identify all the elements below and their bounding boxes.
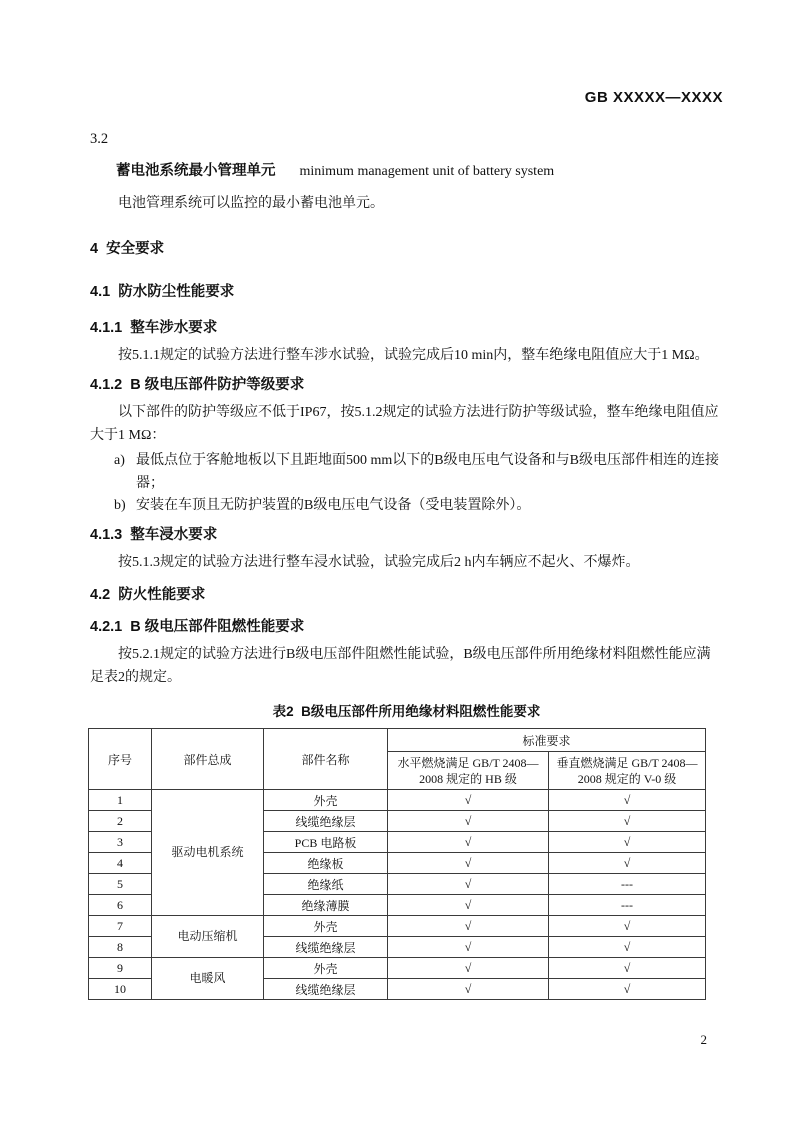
cell-v0: √ xyxy=(549,832,706,853)
table-row xyxy=(89,958,706,979)
cell-part: 外壳 xyxy=(264,790,388,811)
col-header-vertical-burn: 垂直燃烧满足 GB/T 2408—2008 规定的 V-0 级 xyxy=(549,752,706,790)
cell-hb: √ xyxy=(388,979,549,1000)
cell-part: 绝缘板 xyxy=(264,853,388,874)
heading-4-1-2: 4.1.2 B 级电压部件防护等级要求 xyxy=(90,377,305,393)
paragraph-4-1-1: 按5.1.1规定的试验方法进行整车涉水试验，试验完成后10 min内，整车绝缘电阻值应大于1 MΩ。 xyxy=(118,347,709,363)
table-row xyxy=(89,916,706,937)
cell-hb: √ xyxy=(388,874,549,895)
cell-part: 线缆绝缘层 xyxy=(264,979,388,1000)
cell-assembly: 电暖风 xyxy=(152,958,264,1000)
cell-no: 9 xyxy=(89,958,152,979)
paragraph-4-1-2: 以下部件的防护等级应不低于IP67，按5.1.2规定的试验方法进行防护等级试验，整车绝缘电阻值应大于1 MΩ： xyxy=(90,405,719,443)
col-header-part: 部件名称 xyxy=(264,729,388,790)
term-definition-line xyxy=(116,160,723,183)
table-2-title: 表2 B级电压部件所用绝缘材料阻燃性能要求 xyxy=(272,704,541,719)
list-item-a-text: 最低点位于客舱地板以下且距地面500 mm以下的B级电压电气设备和与B级电压部件相连的连接器； xyxy=(136,453,719,491)
cell-no: 3 xyxy=(89,832,152,853)
cell-hb: √ xyxy=(388,811,549,832)
section-number-3-2: 3.2 xyxy=(90,131,109,147)
list-item-a-label: a) xyxy=(114,453,125,468)
cell-no: 2 xyxy=(89,811,152,832)
col-header-assembly: 部件总成 xyxy=(152,729,264,790)
cell-no: 4 xyxy=(89,853,152,874)
cell-no: 1 xyxy=(89,790,152,811)
cell-hb: √ xyxy=(388,832,549,853)
list-item-a xyxy=(114,450,723,495)
cell-hb: √ xyxy=(388,790,549,811)
list-item-b-label: b) xyxy=(114,498,126,513)
col-header-no: 序号 xyxy=(89,729,152,790)
cell-hb: √ xyxy=(388,916,549,937)
cell-part: 外壳 xyxy=(264,916,388,937)
cell-v0: √ xyxy=(549,958,706,979)
cell-no: 7 xyxy=(89,916,152,937)
list-item-b-text: 安装在车顶且无防护装置的B级电压电气设备（受电装置除外）。 xyxy=(136,498,531,513)
doc-code-header: GB XXXXX—XXXX xyxy=(584,89,723,106)
term-english: minimum management unit of battery system xyxy=(299,164,555,179)
cell-v0: √ xyxy=(549,790,706,811)
cell-part: 外壳 xyxy=(264,958,388,979)
cell-v0: √ xyxy=(549,916,706,937)
flammability-requirements-table xyxy=(88,728,706,1000)
cell-v0: --- xyxy=(549,874,706,895)
cell-hb: √ xyxy=(388,853,549,874)
list-item-b xyxy=(114,495,723,518)
heading-4-1-1: 4.1.1 整车涉水要求 xyxy=(90,319,218,336)
paragraph-4-1-3: 按5.1.3规定的试验方法进行整车浸水试验，试验完成后2 h内车辆应不起火、不爆炸。 xyxy=(118,554,640,570)
cell-assembly: 驱动电机系统 xyxy=(152,790,264,916)
paragraph-4-2-1: 按5.2.1规定的试验方法进行B级电压部件阻燃性能试验，B级电压部件所用绝缘材料阻燃性能应满足表2的规定。 xyxy=(90,647,711,685)
cell-hb: √ xyxy=(388,895,549,916)
cell-part: 线缆绝缘层 xyxy=(264,811,388,832)
cell-part: 线缆绝缘层 xyxy=(264,937,388,958)
cell-part: 绝缘纸 xyxy=(264,874,388,895)
col-header-requirement: 标准要求 xyxy=(388,729,706,752)
cell-v0: √ xyxy=(549,853,706,874)
cell-v0: √ xyxy=(549,937,706,958)
cell-part: 绝缘薄膜 xyxy=(264,895,388,916)
heading-4-1-3: 4.1.3 整车浸水要求 xyxy=(90,526,218,543)
term-definition-text: 电池管理系统可以监控的最小蓄电池单元。 xyxy=(118,196,384,211)
cell-hb: √ xyxy=(388,958,549,979)
cell-v0: √ xyxy=(549,979,706,1000)
cell-no: 6 xyxy=(89,895,152,916)
page-number: 2 xyxy=(700,1032,707,1047)
col-header-horizontal-burn: 水平燃烧满足 GB/T 2408—2008 规定的 HB 级 xyxy=(388,752,549,790)
cell-hb: √ xyxy=(388,937,549,958)
heading-4-1: 4.1 防水防尘性能要求 xyxy=(90,283,235,300)
cell-no: 5 xyxy=(89,874,152,895)
cell-part: PCB 电路板 xyxy=(264,832,388,853)
table-row xyxy=(89,790,706,811)
heading-4: 4 安全要求 xyxy=(90,240,165,257)
cell-v0: --- xyxy=(549,895,706,916)
table-header-row-1 xyxy=(89,729,706,752)
cell-v0: √ xyxy=(549,811,706,832)
heading-4-2: 4.2 防火性能要求 xyxy=(90,587,206,603)
cell-no: 10 xyxy=(89,979,152,1000)
cell-no: 8 xyxy=(89,937,152,958)
heading-4-2-1: 4.2.1 B 级电压部件阻燃性能要求 xyxy=(90,619,305,635)
cell-assembly: 电动压缩机 xyxy=(152,916,264,958)
term-chinese: 蓄电池系统最小管理单元 xyxy=(116,163,276,179)
